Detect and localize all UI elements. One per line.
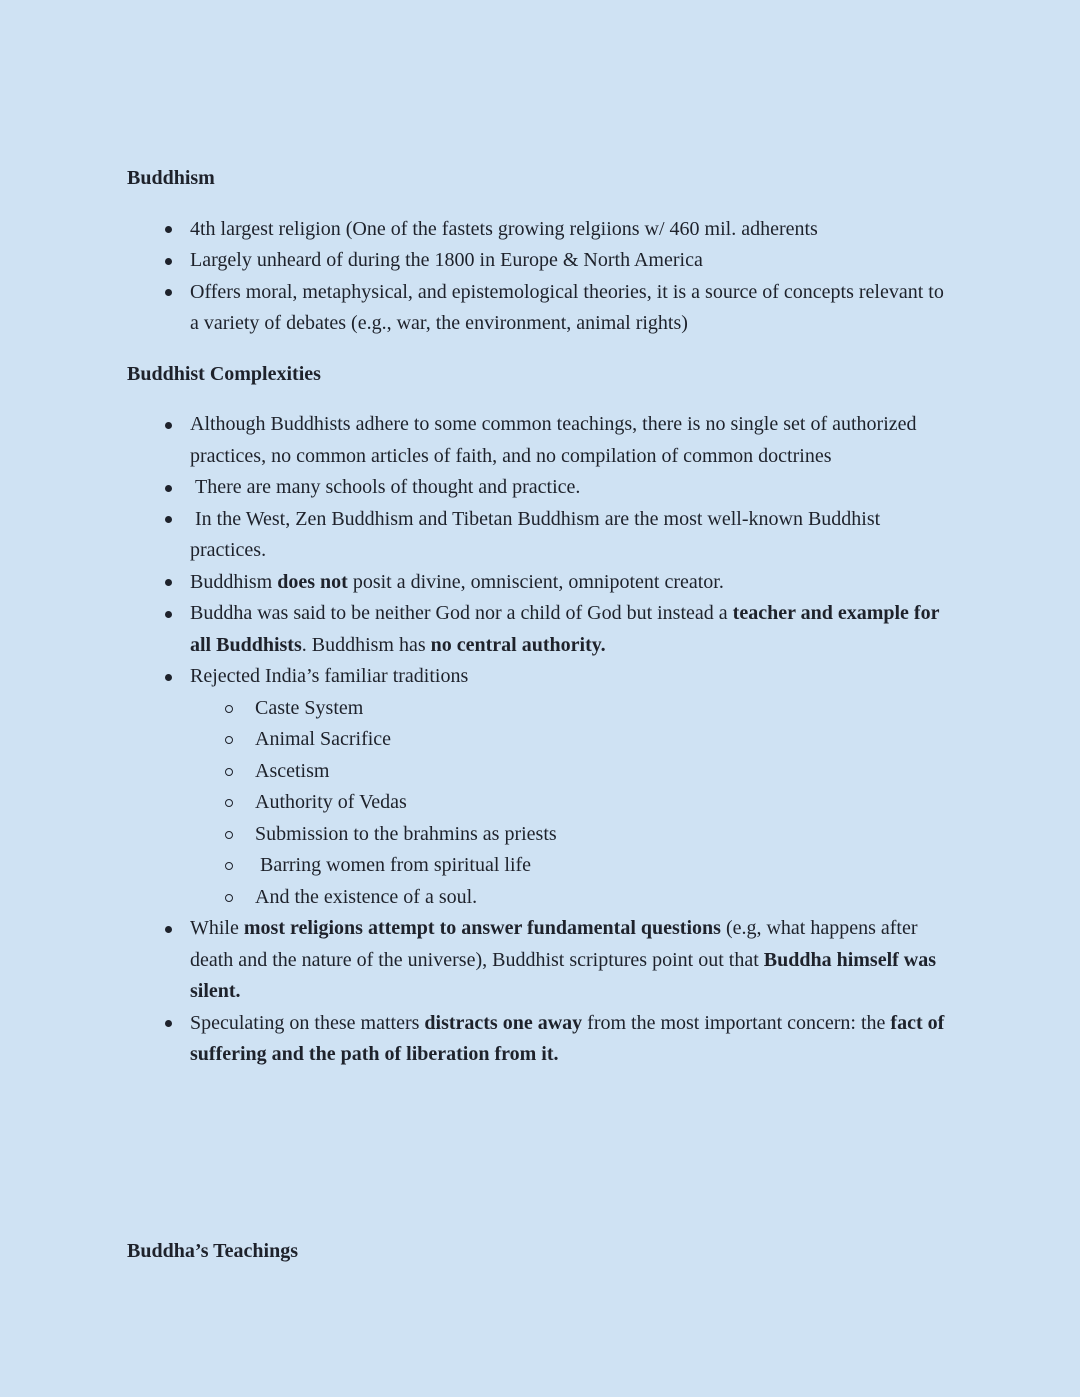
list-item — [127, 567, 953, 599]
list-item-text-bold: distracts one away — [424, 1011, 583, 1034]
list-item-text: Largely unheard of during the 1800 in Europe & North America — [190, 249, 703, 271]
buddhist-complexities-bullet-list — [127, 409, 953, 1071]
list-item-text-bold: fact of suffering and the path of liberation from it. — [190, 1011, 950, 1065]
sub-list-item — [127, 850, 953, 882]
list-item-text: Buddhism — [190, 570, 278, 593]
list-item-text-bold: Buddha himself was silent. — [190, 948, 942, 1002]
list-item-text: Rejected India’s familiar traditions — [190, 665, 469, 687]
section-heading-buddhas-teachings: Buddha’s Teachings — [127, 1239, 299, 1262]
list-item-text: Submission to the brahmins as priests — [255, 822, 557, 845]
list-item-text: Speculating on these matters — [190, 1011, 425, 1034]
list-item-text: (e.g, what happens after death and the nature of the universe), Buddhist scriptures point out that — [190, 917, 923, 971]
list-item-text: There are many schools of thought and practice. — [190, 476, 581, 498]
list-item-text: Animal Sacrifice — [255, 728, 392, 750]
list-item — [127, 913, 953, 1008]
buddhism-bullet-list — [127, 214, 953, 340]
list-item — [127, 661, 953, 693]
list-item-text-bold: teacher and example for all Buddhists — [190, 602, 945, 656]
list-item-text: Although Buddhists adhere to some common teachings, there is no single set of authorized practices, no common articles of faith, and no compilation of common doctrines — [190, 413, 922, 467]
sub-list-item — [127, 882, 953, 914]
list-item-text: In the West, Zen Buddhism and Tibetan Buddhism are the most well-known Buddhist practices. — [190, 507, 886, 561]
list-item — [127, 598, 953, 661]
list-item-text: from the most important concern: the — [582, 1011, 891, 1034]
list-item-text: . Buddhism has — [301, 633, 431, 656]
sub-list-item — [127, 787, 953, 819]
section-heading-buddhist-complexities: Buddhist Complexities — [127, 362, 321, 385]
list-item — [127, 1008, 953, 1071]
list-item-text: Barring women from spiritual life — [255, 854, 532, 876]
list-item — [127, 472, 953, 504]
list-item-text-bold: does not — [277, 570, 348, 593]
sub-list-item — [127, 724, 953, 756]
list-item-text: posit a divine, omniscient, omnipotent creator. — [347, 570, 724, 593]
list-item-text: Ascetism — [255, 759, 330, 782]
sub-list-item — [127, 693, 953, 725]
list-item-text: Offers moral, metaphysical, and epistemological theories, it is a source of concepts relevant to a variety of debates (e.g., war, the environment, animal rights) — [190, 280, 949, 334]
section-heading-buddhism: Buddhism — [127, 167, 215, 189]
list-item — [127, 214, 953, 246]
list-item-text-bold: no central authority. — [430, 633, 606, 656]
list-item — [127, 504, 953, 567]
list-item-text-bold: most religions attempt to answer fundamental questions — [243, 917, 721, 939]
list-item — [127, 409, 953, 472]
list-item-text: Caste System — [255, 696, 364, 719]
list-item-text: Authority of Vedas — [255, 791, 407, 813]
list-item-text: 4th largest religion (One of the fastets growing relgiions w/ 460 mil. adherents — [190, 217, 818, 240]
list-item-text: And the existence of a soul. — [255, 885, 478, 908]
list-item — [127, 277, 953, 340]
sub-list-item — [127, 819, 953, 851]
sub-list-item — [127, 756, 953, 788]
list-item-text: While — [190, 917, 244, 939]
list-item — [127, 245, 953, 277]
list-item-text: Buddha was said to be neither God nor a child of God but instead a — [190, 602, 733, 624]
